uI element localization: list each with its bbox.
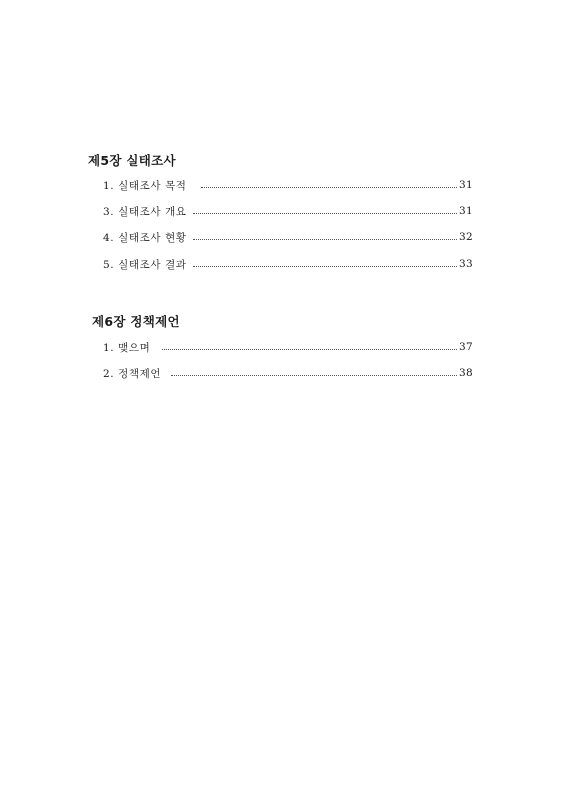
toc-entry-page: 31 xyxy=(459,205,473,217)
dot-leader xyxy=(201,187,457,188)
dot-leader xyxy=(162,349,457,350)
toc-entry-page: 33 xyxy=(459,258,473,270)
toc-entry-page: 37 xyxy=(459,341,473,353)
toc-entry[interactable] xyxy=(103,230,473,244)
dot-leader xyxy=(171,375,457,376)
toc-entry-label: 1. 맺으며 xyxy=(103,341,151,354)
toc-entry-label: 2. 정책제언 xyxy=(103,367,162,380)
dot-leader xyxy=(193,266,457,267)
toc-entry-page: 31 xyxy=(459,179,473,191)
toc-entry-label: 1. 실태조사 목적 xyxy=(103,179,187,192)
dot-leader xyxy=(193,213,457,214)
toc-entry-page: 38 xyxy=(459,367,473,379)
toc-entry-label: 4. 실태조사 현황 xyxy=(103,231,187,244)
dot-leader xyxy=(193,239,457,240)
toc-entry[interactable] xyxy=(103,178,473,192)
toc-entry[interactable] xyxy=(103,204,473,218)
chapter-5-title: 제5장 실태조사 xyxy=(88,153,176,168)
toc-entry[interactable] xyxy=(103,340,473,354)
chapter-6-title: 제6장 정책제언 xyxy=(92,314,180,329)
toc-entry-label: 5. 실태조사 결과 xyxy=(103,258,187,271)
toc-entry-page: 32 xyxy=(459,231,473,243)
toc-entry[interactable] xyxy=(103,366,473,380)
toc-entry[interactable] xyxy=(103,257,473,271)
toc-entry-label: 3. 실태조사 개요 xyxy=(103,205,187,218)
